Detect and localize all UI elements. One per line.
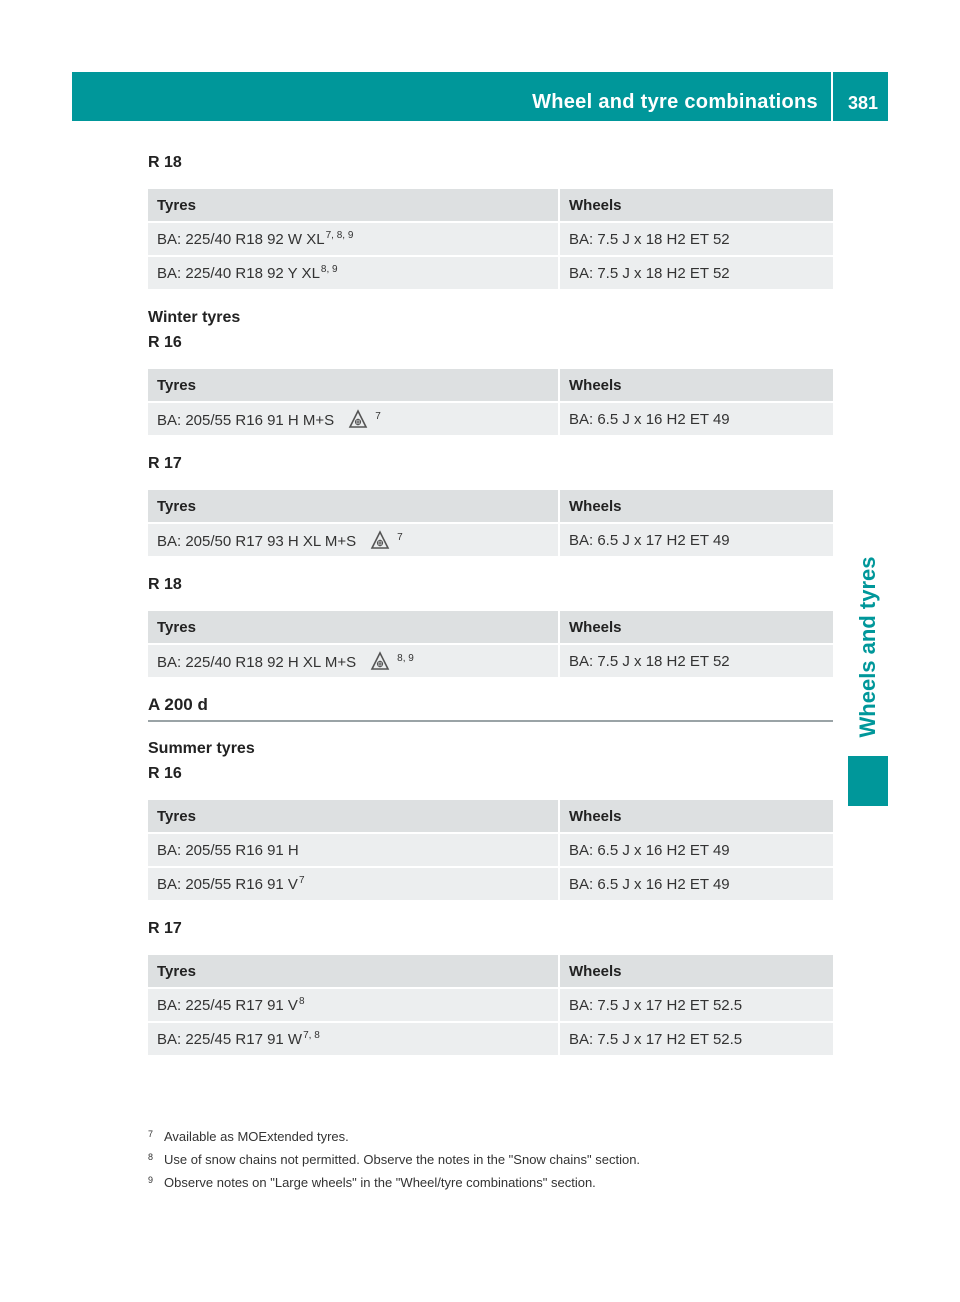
tyre-text: BA: 205/55 R16 91 H M+S — [157, 412, 335, 429]
tyre-cell — [148, 834, 560, 866]
table-header-row — [148, 611, 833, 643]
tyre-text: BA: 225/40 R18 92 Y XL — [157, 264, 320, 282]
a200d-r17-heading: R 17 — [148, 920, 182, 937]
wheel-cell: BA: 6.5 J x 16 H2 ET 49 — [560, 868, 833, 900]
a200d-r16-table — [148, 798, 833, 902]
table-header-row — [148, 189, 833, 221]
wheels-column-header: Wheels — [560, 189, 833, 221]
footnote-ref: 7, 8 — [303, 1029, 320, 1041]
tyres-column-header: Tyres — [148, 611, 560, 643]
a200d-r16-heading: R 16 — [148, 765, 182, 782]
table-header-row — [148, 955, 833, 987]
winter-r17-heading: R 17 — [148, 455, 182, 472]
wheels-column-header: Wheels — [560, 490, 833, 522]
footnote-ref: 7 — [298, 874, 305, 886]
tyres-column-header: Tyres — [148, 189, 560, 221]
tyre-text: BA: 225/45 R17 91 V — [157, 996, 298, 1014]
table-row — [148, 223, 833, 255]
footnote-number: 8 — [148, 1152, 154, 1162]
winter-r18-heading: R 18 — [148, 576, 182, 593]
tyres-column-header: Tyres — [148, 955, 560, 987]
wheel-cell: BA: 7.5 J x 18 H2 ET 52 — [560, 645, 833, 677]
footnote-7 — [148, 1124, 640, 1147]
wheels-column-header: Wheels — [560, 955, 833, 987]
header-divider — [831, 72, 833, 121]
tyre-cell — [148, 524, 560, 556]
side-tab-label: Wheels and tyres — [855, 556, 880, 738]
tyre-cell — [148, 868, 560, 900]
tyre-cell — [148, 257, 560, 289]
wheel-cell: BA: 7.5 J x 17 H2 ET 52.5 — [560, 1023, 833, 1055]
page-number: 381 — [847, 93, 878, 113]
footnote-number: 9 — [148, 1175, 154, 1185]
a200d-section-title: A 200 d — [148, 693, 833, 722]
table-row — [148, 989, 833, 1021]
tyres-column-header: Tyres — [148, 800, 560, 832]
table-row — [148, 868, 833, 900]
wheels-column-header: Wheels — [560, 611, 833, 643]
footnote-ref: 7 — [397, 532, 403, 543]
wheel-cell: BA: 6.5 J x 16 H2 ET 49 — [560, 403, 833, 435]
table-row — [148, 403, 833, 435]
a200d-r17-table — [148, 953, 833, 1057]
footnote-text: Observe notes on "Large wheels" in the "Wheel/tyre combinations" section. — [164, 1175, 596, 1190]
snowflake-mountain-icon — [370, 651, 390, 671]
table-row — [148, 645, 833, 677]
side-tab — [848, 538, 888, 756]
footnote-ref: 8, 9 — [397, 653, 414, 664]
footnote-ref: 7, 8, 9 — [325, 229, 354, 241]
footnote-text: Available as MOExtended tyres. — [164, 1129, 349, 1144]
footnote-ref: 8 — [298, 995, 305, 1007]
tyre-text: BA: 205/55 R16 91 H — [157, 841, 299, 859]
footnote-8 — [148, 1147, 640, 1170]
table-row — [148, 257, 833, 289]
winter-r16-heading: R 16 — [148, 334, 182, 351]
tyre-text: BA: 225/45 R17 91 W — [157, 1030, 303, 1048]
summer-tyres-heading: Summer tyres — [148, 740, 255, 757]
page-header-title: Wheel and tyre combinations — [532, 91, 818, 113]
tyres-column-header: Tyres — [148, 369, 560, 401]
tyres-column-header: Tyres — [148, 490, 560, 522]
wheel-cell: BA: 7.5 J x 17 H2 ET 52.5 — [560, 989, 833, 1021]
tyre-text: BA: 205/55 R16 91 V — [157, 875, 298, 893]
snowflake-mountain-icon — [370, 530, 390, 550]
footnote-number: 7 — [148, 1129, 154, 1139]
footnote-ref: 8, 9 — [320, 263, 338, 275]
tyre-cell — [148, 223, 560, 255]
winter-r17-table — [148, 488, 833, 558]
page-content — [148, 150, 833, 1071]
wheel-cell: BA: 7.5 J x 18 H2 ET 52 — [560, 223, 833, 255]
table-row — [148, 1023, 833, 1055]
wheels-column-header: Wheels — [560, 800, 833, 832]
tyre-cell — [148, 403, 560, 435]
table-header-row — [148, 369, 833, 401]
snowflake-mountain-icon — [348, 409, 368, 429]
tyre-text: BA: 225/40 R18 92 H XL M+S — [157, 654, 357, 671]
table-row — [148, 834, 833, 866]
footnote-9 — [148, 1170, 640, 1193]
table-header-row — [148, 490, 833, 522]
tyre-text: BA: 205/50 R17 93 H XL M+S — [157, 533, 357, 550]
tyre-cell — [148, 989, 560, 1021]
side-tab-marker — [848, 756, 888, 806]
winter-tyres-heading: Winter tyres — [148, 309, 241, 326]
tyre-text: BA: 225/40 R18 92 W XL — [157, 230, 325, 248]
r18-table — [148, 187, 833, 291]
r18-heading: R 18 — [148, 154, 182, 171]
wheels-column-header: Wheels — [560, 369, 833, 401]
footnote-ref: 7 — [375, 411, 381, 422]
tyre-cell — [148, 1023, 560, 1055]
footnote-text: Use of snow chains not permitted. Observe the notes in the "Snow chains" section. — [164, 1152, 641, 1167]
wheel-cell: BA: 6.5 J x 17 H2 ET 49 — [560, 524, 833, 556]
page-header — [72, 72, 888, 121]
footnotes — [148, 1124, 640, 1193]
table-row — [148, 524, 833, 556]
winter-r16-table — [148, 367, 833, 437]
table-header-row — [148, 800, 833, 832]
tyre-cell — [148, 645, 560, 677]
wheel-cell: BA: 6.5 J x 16 H2 ET 49 — [560, 834, 833, 866]
wheel-cell: BA: 7.5 J x 18 H2 ET 52 — [560, 257, 833, 289]
winter-r18-table — [148, 609, 833, 679]
